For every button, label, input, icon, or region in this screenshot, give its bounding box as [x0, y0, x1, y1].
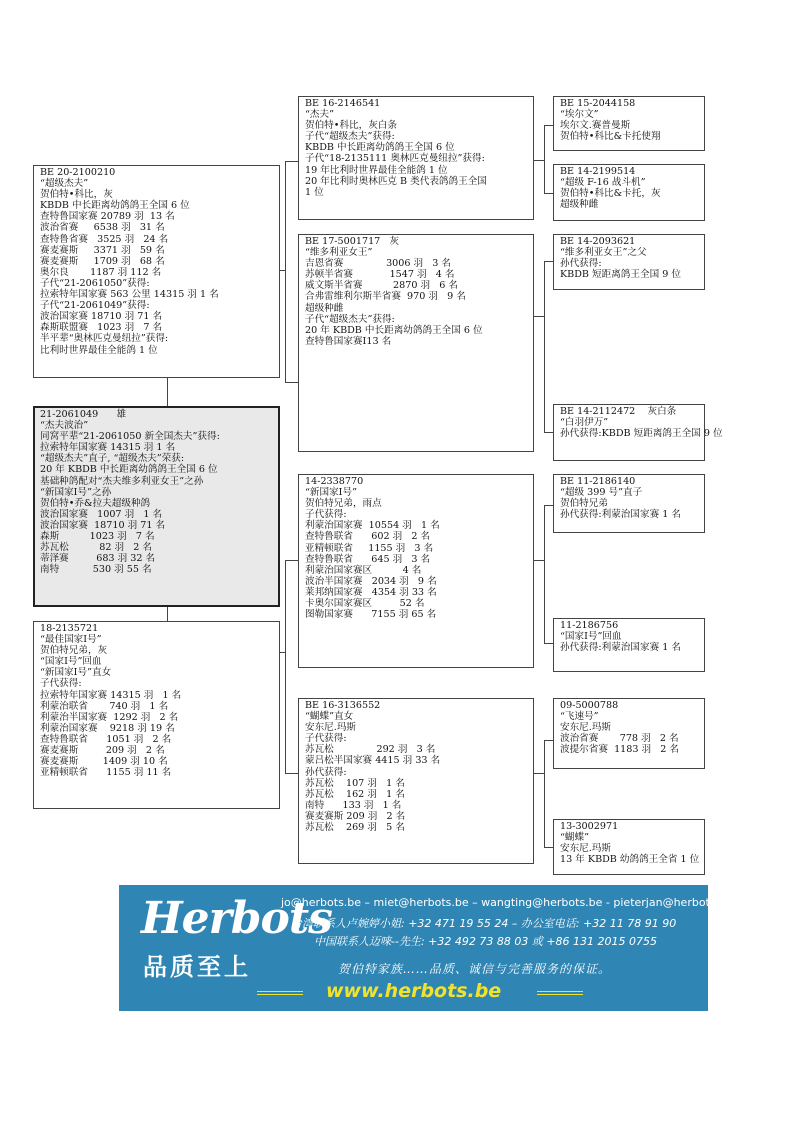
divider	[537, 991, 583, 995]
sire-line: 拉索特年国家赛 563 公里 14315 羽 1 名	[40, 289, 219, 301]
connector-line	[544, 432, 553, 433]
sire-line: 贺伯特•科比，灰	[40, 189, 113, 201]
connector-line	[544, 125, 545, 193]
dam-dam-line: BE 16-3136552	[305, 700, 381, 711]
sd-sire-line: BE 14-2093621	[560, 236, 636, 247]
connector-line	[285, 161, 286, 382]
website-link[interactable]: www.herbots.be	[326, 980, 502, 1002]
dam-line: 查特鲁联省 1051 羽 2 名	[40, 733, 172, 745]
ss-dam-card	[553, 164, 705, 221]
ds-sire-line: 孙代获得:利蒙治国家赛 1 名	[560, 509, 681, 521]
connector-line	[285, 382, 298, 383]
sire-sire-line: KBDB 中长距离幼鸽鸽王全国 6 位	[305, 142, 455, 154]
sire-sire-line: “杰夫”	[305, 109, 334, 121]
connector-line	[544, 643, 553, 644]
subject-line: 拉索特年国家赛 14315 羽 1 名	[40, 442, 176, 454]
dam-line: 贺伯特兄弟，灰	[40, 645, 108, 657]
sire-line: 赛麦赛斯 1709 羽 68 名	[40, 255, 165, 267]
ss-dam-line: 超级种雌	[560, 199, 599, 211]
connector-line	[167, 377, 168, 406]
dam-dam-line: 苏瓦松 107 羽 1 名	[305, 777, 405, 789]
dam-sire-line: 利蒙治国家赛区 4 名	[305, 564, 422, 576]
connector-line	[544, 261, 553, 262]
sire-line: 查特鲁省赛 3525 羽 24 名	[40, 233, 169, 245]
subject-line: 20 年 KBDB 中长距离幼鸽鸽王全国 6 位	[40, 464, 218, 476]
dd-sire-card	[553, 698, 705, 769]
sire-line: 森斯联盟赛 1023 羽 7 名	[40, 322, 163, 334]
sire-sire-card	[298, 96, 534, 220]
dam-line: 利蒙治半国家赛 1292 羽 2 名	[40, 711, 179, 723]
sire-line: 奥尔良 1187 羽 112 名	[40, 266, 162, 278]
dd-dam-line: 13 年 KBDB 幼鸽鸽王全省 1 位	[560, 854, 700, 866]
connector-line	[533, 560, 544, 561]
dd-sire-line: 波提尔省赛 1183 羽 2 名	[560, 744, 680, 756]
dam-dam-card	[298, 698, 534, 864]
dam-line: 赛麦赛斯 209 羽 2 名	[40, 745, 165, 757]
herbots-banner	[119, 885, 733, 1011]
dam-sire-line: 波治半国家赛 2034 羽 9 名	[305, 575, 437, 587]
connector-line	[533, 160, 544, 161]
subject-card	[33, 406, 280, 607]
sire-line: 子代“21-2061050”获得:	[40, 277, 150, 289]
connector-line	[544, 505, 553, 506]
dam-line: “新国家Ⅰ号”直女	[40, 667, 112, 679]
dd-dam-card	[553, 819, 705, 875]
tagline: 品质至上	[143, 953, 251, 981]
connector-line	[544, 193, 553, 194]
sire-dam-card	[298, 234, 534, 452]
sire-line: 半平辈“奥林匹克曼纽拉”获得:	[40, 333, 169, 345]
connector-line	[285, 161, 298, 162]
dam-line: “国家Ⅰ号”回血	[40, 656, 102, 668]
dam-sire-line: 查特鲁联省 645 羽 3 名	[305, 553, 431, 565]
connector-line	[544, 261, 545, 432]
dam-line: 子代获得:	[40, 678, 82, 690]
sire-sire-line: 子代“18-2135111 奥林匹克曼纽拉”获得:	[305, 153, 485, 165]
sire-line: 比利时世界最佳全能鸽 1 位	[40, 344, 158, 356]
sire-dam-line: 查特鲁国家赛Ⅰ13 名	[305, 335, 392, 347]
dam-line: 利蒙治联省 740 羽 1 名	[40, 700, 169, 712]
dd-sire-line: 安东尼.玛斯	[560, 722, 612, 734]
dam-dam-line: 苏瓦松 292 羽 3 名	[305, 744, 436, 756]
sire-dam-line: 苏顿半省赛 1547 羽 4 名	[305, 269, 455, 281]
dam-dam-line: 苏瓦松 269 羽 5 名	[305, 822, 405, 834]
sire-sire-line: 19 年比利时世界最佳全能鸽 1 位	[305, 164, 448, 176]
sd-dam-line: 孙代获得:KBDB 短距离鸽王全国 9 位	[560, 428, 723, 440]
sire-dam-line: 超级种雌	[305, 302, 344, 314]
sd-dam-card	[553, 404, 723, 461]
sire-card	[33, 165, 280, 378]
dam-line: 利蒙治国家赛 9218 羽 19 名	[40, 722, 175, 734]
connector-line	[533, 773, 544, 774]
ds-dam-line: 孙代获得:利蒙治国家赛 1 名	[560, 642, 681, 654]
connector-line	[544, 740, 545, 847]
dd-dam-line: 13-3002971	[560, 821, 619, 832]
dam-dam-line: 南特 133 羽 1 名	[305, 799, 402, 811]
subject-line: 基础种鸽配对“杰夫维多利亚女王”之孙	[40, 475, 204, 487]
subject-line: 南特 530 羽 55 名	[40, 564, 152, 576]
ss-dam-line: “超级 F-16 战斗机”	[560, 177, 646, 189]
subject-line: 苏瓦松 82 羽 2 名	[40, 542, 153, 554]
dd-sire-line: “飞速号”	[560, 711, 599, 723]
dam-dam-line: 孙代获得:	[305, 766, 347, 778]
ss-sire-line: 埃尔文.赛普曼斯	[560, 120, 631, 132]
subject-line: “新国家Ⅰ号”之孙	[40, 486, 112, 498]
connector-line	[285, 560, 298, 561]
dam-line: 18-2135721	[40, 623, 99, 634]
ds-sire-line: “超级 399 号”直子	[560, 487, 643, 499]
sire-dam-line: 20 年 KBDB 中长距离幼鸽鸽王全国 6 位	[305, 324, 483, 336]
sire-sire-line: 贺伯特•科比，灰白条	[305, 120, 398, 132]
dam-line: 拉索特年国家赛 14315 羽 1 名	[40, 689, 182, 701]
subject-line: “杰夫波治”	[40, 420, 89, 432]
dam-dam-line: 子代获得:	[305, 733, 347, 745]
ds-dam-line: 11-2186756	[560, 620, 619, 631]
connector-line	[544, 847, 553, 848]
ss-dam-line: 贺伯特•科比&卡托，灰	[560, 188, 661, 200]
connector-line	[544, 505, 545, 643]
sire-line: 赛麦赛斯 3371 羽 59 名	[40, 244, 165, 256]
dam-sire-line: 图勒国家赛 7155 羽 65 名	[305, 609, 437, 621]
dam-sire-line: 查特鲁联省 602 羽 2 名	[305, 531, 431, 543]
subject-line: 波治国家赛 1007 羽 1 名	[40, 508, 163, 520]
ds-dam-line: “国家Ⅰ号”回血	[560, 631, 622, 643]
subject-line: 蒂泽赛 683 羽 32 名	[40, 553, 156, 565]
sd-sire-card	[553, 234, 705, 290]
connector-line	[285, 773, 298, 774]
dam-sire-line: 14-2338770	[305, 476, 364, 487]
ds-sire-line: BE 11-2186140	[560, 476, 636, 487]
sire-sire-line: BE 16-2146541	[305, 98, 381, 109]
connector-line	[544, 740, 553, 741]
sire-sire-line: 1 位	[305, 186, 324, 198]
ss-sire-card	[553, 96, 705, 151]
dd-sire-line: 09-5000788	[560, 700, 619, 711]
ss-sire-line: “埃尔文”	[560, 109, 599, 121]
subject-line: 贺伯特•乔&拉夫超级种鸽	[40, 497, 151, 509]
connector-line	[533, 316, 544, 317]
contact-emails[interactable]: jo@herbots.be – miet@herbots.be – wangting@herbots.be - pieterjan@herbots.be	[281, 896, 733, 909]
sire-dam-line: 合弗雷维利尔斯半省赛 970 羽 9 名	[305, 291, 466, 303]
dam-sire-card	[298, 474, 534, 668]
herbots-logo: Herbots	[141, 893, 332, 944]
connector-line	[285, 560, 286, 773]
sd-dam-line: “白羽伊万”	[560, 417, 609, 429]
dam-sire-line: 莱邦纳国家赛 4354 羽 33 名	[305, 586, 437, 598]
divider	[257, 991, 303, 995]
subject-line: 同窝平辈“21-2061050 新全国杰夫”获得:	[40, 431, 220, 443]
sire-sire-line: 子代“超级杰夫”获得:	[305, 131, 395, 143]
dam-sire-line: 贺伯特兄弟，雨点	[305, 498, 382, 510]
sire-dam-line: 吉恩省赛 3006 羽 3 名	[305, 258, 452, 270]
dd-sire-line: 波治省赛 778 羽 2 名	[560, 733, 679, 745]
dam-sire-line: “新国家Ⅰ号”	[305, 487, 357, 499]
dam-dam-line: 赛麦赛斯 209 羽 2 名	[305, 810, 406, 822]
dam-sire-line: 卡奥尔国家赛区 52 名	[305, 598, 425, 610]
connector-line	[544, 125, 553, 126]
dam-dam-line: 苏瓦松 162 羽 1 名	[305, 788, 405, 800]
sire-line: 波治国家赛 18710 羽 71 名	[40, 311, 163, 323]
dam-dam-line: 安东尼.玛斯	[305, 722, 357, 734]
sd-sire-line: “维多利亚女王”之父	[560, 247, 647, 259]
ss-sire-line: 贺伯特•科比&卡托使翔	[560, 131, 661, 143]
dam-line: 亚精顿联省 1155 羽 11 名	[40, 767, 172, 779]
taiwan-contact: 台湾联系人卢婉婷小姐: +32 471 19 55 24 – 办公室电话: +32 11 78 91 90	[291, 917, 677, 930]
dam-sire-line: 子代获得:	[305, 509, 347, 521]
dam-line: “最佳国家Ⅰ号”	[40, 634, 102, 646]
sire-line: 查特鲁国家赛 20789 羽 13 名	[40, 211, 175, 223]
sire-dam-line: “维多利亚女王”	[305, 247, 373, 259]
china-contact: 中国联系人迈唻--先生: +32 492 73 88 03 或 +86 131 2015 0755	[314, 935, 658, 948]
sd-dam-line: BE 14-2112472 灰白条	[560, 406, 677, 417]
dd-dam-line: 安东尼.玛斯	[560, 843, 612, 855]
connector-line	[167, 606, 168, 621]
subject-line: 波治国家赛 18710 羽 71 名	[40, 519, 166, 531]
sire-line: KBDB 中长距离幼鸽鸽王全国 6 位	[40, 200, 190, 212]
sire-line: BE 20-2100210	[40, 167, 116, 178]
dam-card	[33, 621, 280, 809]
dam-line: 赛麦赛斯 1409 羽 10 名	[40, 756, 168, 768]
motto: 贺伯特家族……品质、诚信与完善服务的保证。	[338, 962, 612, 976]
sire-line: 波治省赛 6538 羽 31 名	[40, 222, 165, 234]
subject-line: 21-2061049 雄	[40, 409, 127, 420]
sire-line: “超级杰夫”	[40, 178, 89, 190]
sire-sire-line: 20 年比利时奥林匹克 B 类代表鸽鸽王全国	[305, 175, 487, 187]
subject-line: “超级杰夫”直子, “超级杰夫”荣获:	[40, 453, 185, 465]
dam-sire-line: 亚精顿联省 1155 羽 3 名	[305, 542, 434, 554]
dam-sire-line: 利蒙治国家赛 10554 羽 1 名	[305, 520, 440, 532]
sd-sire-line: 孙代获得:	[560, 258, 602, 270]
sire-dam-line: BE 17-5001717 灰	[305, 236, 400, 247]
dd-dam-line: “蝴蝶”	[560, 832, 589, 844]
ds-sire-card	[553, 474, 705, 533]
dam-dam-line: 蒙吕松半国家赛 4415 羽 33 名	[305, 755, 441, 767]
sire-dam-line: 威文斯半省赛 2870 羽 6 名	[305, 280, 459, 292]
ds-sire-line: 贺伯特兄弟	[560, 498, 608, 510]
dam-dam-line: “蝴蝶”直女	[305, 711, 354, 723]
ss-sire-line: BE 15-2044158	[560, 98, 636, 109]
sire-dam-line: 子代“超级杰夫”获得:	[305, 313, 395, 325]
sire-line: 子代“21-2061049”获得:	[40, 300, 150, 312]
ds-dam-card	[553, 618, 705, 672]
subject-line: 森斯 1023 羽 7 名	[40, 531, 155, 543]
sd-sire-line: KBDB 短距离鸽王全国 9 位	[560, 269, 681, 281]
ss-dam-line: BE 14-2199514	[560, 166, 636, 177]
